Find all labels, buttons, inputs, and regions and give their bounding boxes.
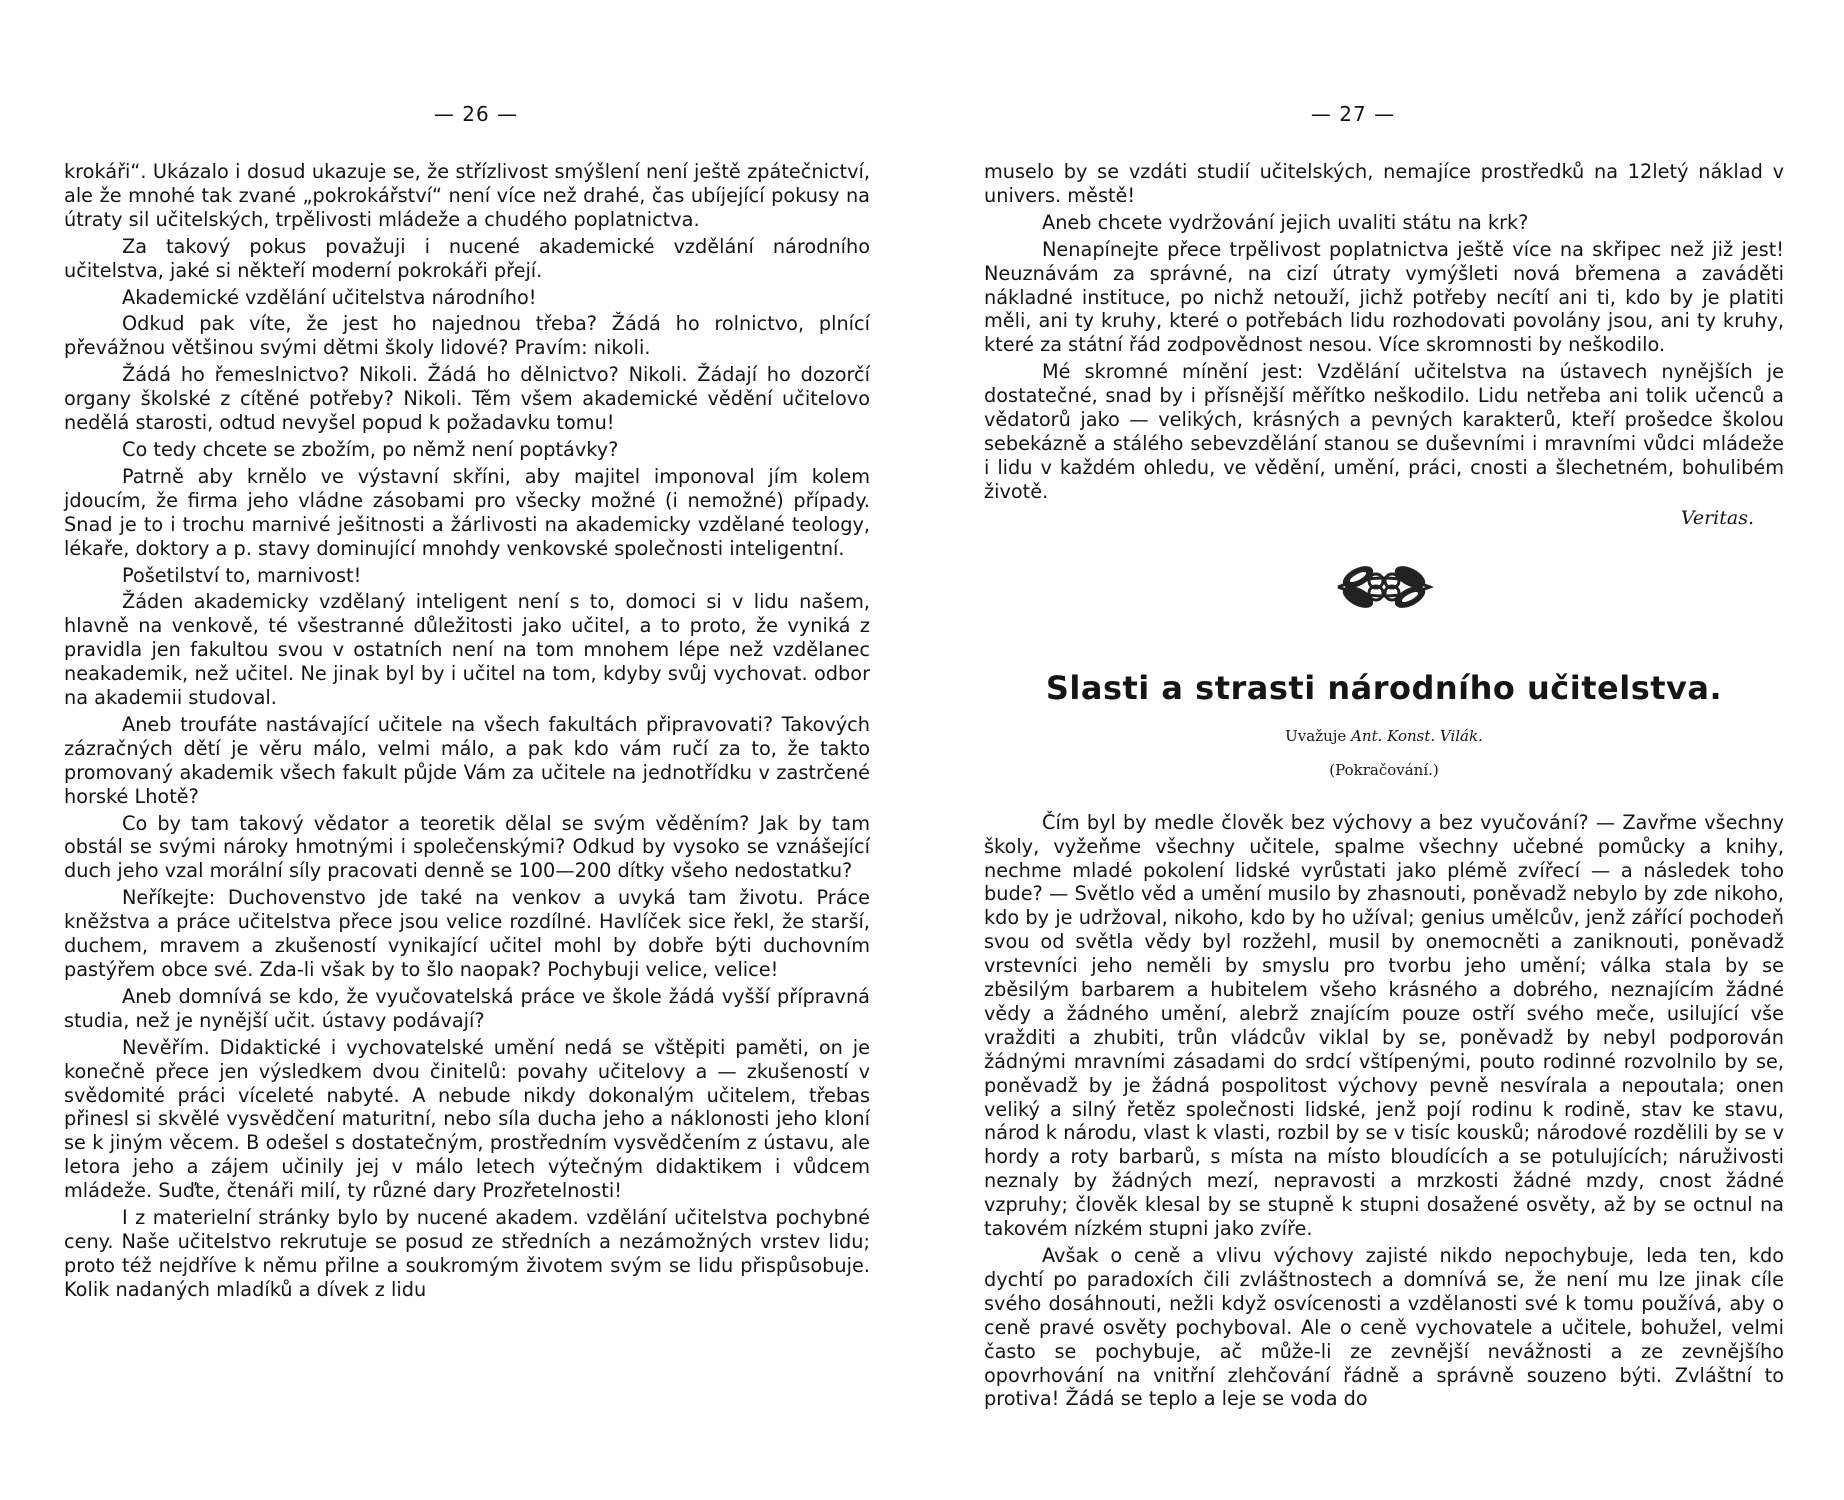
paragraph: Pošetilství to, marnivost! [122, 563, 362, 587]
left-page-text [64, 160, 870, 1305]
paragraph: Aneb troufáte nastávající učitele na všech fakultách připravovati? Takových zázračných dětí je věru málo, velmi málo, a pak kdo vám ručí za to, že takto promovaný akademik všech fakult půjde Vám za učitele na jednotřídku v zastrčené horské Lhotě? [64, 712, 870, 808]
paragraph: Mé skromné mínění jest: Vzdělání učitelstva na ústavech nynějších je dostatečné, snad by i přísnější měřítko neškodilo. Lidu netřeba ani tolik učenců a vědatorů jako — velikých, krásných a pevných karakterů, kteří prošedce školou sebekázně a stálého sebevzdělání stanou se duševními i mravními vůdci mládeže i lidu v každém ohledu, ve vědění, umění, práci, cnosti a šlechetném, bohulibém životě. [984, 360, 1784, 503]
paragraph: Akademické vzdělání učitelstva národního! [122, 285, 537, 309]
right-page [922, 0, 1844, 1500]
previous-article-text [984, 160, 1784, 504]
page-number-right: — 27 — [1310, 102, 1396, 126]
paragraph: muselo by se vzdáti studií učitelských, nemajíce prostředků na 12letý náklad v univers. městě! [984, 160, 1784, 207]
right-page-text [984, 160, 1784, 1414]
paragraph: Co tedy chcete se zbožím, po němž není poptávky? [122, 437, 619, 461]
page-number-left: — 26 — [433, 102, 519, 126]
paragraph: Aneb chcete vydržování jejich uvaliti státu na krk? [1042, 210, 1529, 234]
paragraph: Co by tam takový vědator a teoretik dělal se svým věděním? Jak by tam obstál se svými nároky hmotnými i společenskými? Odkud by vysoko se vznášející duch jeho vzal morální síly pracovati denně se 100—200 dítky všeho nedostatku? [64, 811, 870, 883]
paragraph: Žádá ho řemeslnictvo? Nikoli. Žádá ho dělnictvo? Nikoli. Žádají ho dozorčí organy školské z cítěné potřeby? Nikoli. Těm všem akademické vědění učitelovo nedělá starosti, odtud nevyšel popud k požadavku tomu! [64, 363, 870, 435]
byline-author: Ant. Konst. Vilák. [1351, 726, 1483, 745]
paragraph: Neříkejte: Duchovenstvo jde také na venkov a uvyká tam životu. Práce kněžstva a práce učitelstva přece jsou velice rozdílné. Havlíček sice řekl, že starší, duchem, mravem a zkušeností vynikající učitel mohl by dobře býti duchovním pastýřem obce své. Zda-li však by to šlo naopak? Pochybuji velice, velice! [64, 886, 870, 981]
paragraph: Nenapínejte přece trpělivost poplatnictva ještě více na skřipec než již jest! Neuznávám za správné, na cizí útraty vymýšleti nová břemena a zaváděti nákladné instituce, po nichž netouží, jichž potřeby necítí ani ti, kdo by je platiti měli, ani ty kruhy, které o potřebách lidu rozhodovati povolány jsou, ani ty kruhy, které za státní řád zodpovědnost nesou. Více skromnosti by neškodilo. [984, 237, 1784, 357]
paragraph: Odkud pak víte, že jest ho najednou třeba? Žádá ho rolnictvo, plnící převážnou většinou svými dětmi školy lidové? Pravím: nikoli. [64, 312, 870, 360]
signature: Veritas. [1680, 506, 1754, 529]
paragraph: Nevěřím. Didaktické i vychovatelské umění nedá se vštěpiti paměti, on je konečně přece jen výsledkem dvou činitelů: povahy učitelovy a — zkušeností v svědomité práci víceleté nabyté. A nebude nikdy dokonalým učitelem, třebas přinesl si skvělé vysvědčení maturitní, nebo síla ducha jeho a náklonosti jeho kloní se k jiným věcem. B odešel s dostatečným, prostředním vysvědčením z ústavu, ale letora jeho a zájem učinily jej v málo letech výtečným didaktikem i vůdcem mládeže. Suďte, čtenáři milí, ty různé dary Prozřetelnosti! [64, 1035, 870, 1203]
paragraph: I z materielní stránky bylo by nucené akadem. vzdělání učitelstva pochybné ceny. Naše učitelstvo rekrutuje se posud ze středních a nezámožných vrstev lidu; proto též nejdříve k němu přilne a soukromým životem svým se lidu přispůsobuje. Kolik nadaných mladíků a dívek z lidu [64, 1206, 870, 1301]
paragraph: Žáden akademicky vzdělaný inteligent není s to, domoci si v lidu našem, hlavně na venkově, té všestranné důležitosti jako učitel, a to proto, že vyniká z pravidla jen fakultou svou v ostatních není na tom mnohem lépe než vzdělanec neakademik, než učitel. Ne jinak byl by i učitel na tom, kdyby svůj vychovat. odbor na akademii studoval. [64, 590, 870, 710]
continued-note: (Pokračování.) [1329, 760, 1439, 779]
article-body [984, 811, 1784, 1412]
leaf-vine-ornament-icon [984, 559, 1784, 619]
paragraph: krokáři“. Ukázalo i dosud ukazuje se, že střízlivost smýšlení není ještě zpátečnictví, ale že mnohé tak zvané „pokrokářství“ není více než drahé, čas ubíjející pokusy na útraty sil učitelských, trpělivosti mládeže a chudého poplatnictva. [64, 160, 870, 231]
paragraph: Patrně aby krnělo ve výstavní skříni, aby majitel imponoval jím kolem jdoucím, že firma jeho vládne zásobami pro všecky možné (i nemožné) případy. Snad je to i trochu marnivé ješitnosti a žárlivosti na akademicky vzdělané teology, lékaře, doktory a p. stavy dominující mnohdy venkovské společnosti inteligentní. [64, 464, 870, 560]
paragraph: Čím byl by medle člověk bez výchovy a bez vyučování? — Zavřme všechny školy, vyžeňme všechny učitele, spalme všechny učebné pomůcky a knihy, nechme mladé pokolení lidské vyrůstati jako plémě zvířecí — a následek toho bude? — Světlo věd a umění musilo by zhasnouti, poněvadž nebylo by zde nikoho, kdo by je udržoval, nikoho, kdo by ho užíval; genius umělcův, jenž zářící pochodeň svou od světla vědy byl rozžehl, musil by onemocněti a zaniknouti, poněvadž vrstevníci jeho neměli by smyslu pro tvorbu jeho umění; válka stala by se zběsilým barbarem a hubitelem všeho krásného a dobrého, neznajícím žádné vědy a žádného umění, alebrž znajícím pouze ostří svého meče, usilující vše vražditi a zhubiti, trůn vládcův viklal by se, poněvadž by nebyl podporován žádnými mravními zásadami do srdcí vštípenými, pouto rodinné rozvolnilo by se, poněvadž by je žádná pospolitost výchovy pevně nesvírala a nepoutala; onen veliký a silný řetěz společnosti lidské, jenž pojí rodinu k rodině, stav ke stavu, národ k národu, vlast k vlasti, rozbil by se v tisíc kousků; národové rozdělili by se v hordy a roty barbarů, s místa na místo bloudících a se potulujících; náruživosti neznaly by žádných mezí, nepravosti a mrzkosti žádné mzdy, cnost žádné vzpruhy; člověk klesal by se stupně k stupni dosažené osvěty, až by se octnul na takovém nízkém stupni jako zvíře. [984, 810, 1784, 1241]
paragraph: Avšak o ceně a vlivu výchovy zajisté nikdo nepochybuje, leda ten, kdo dychtí po paradoxích čili zvláštnostech a domnívá se, že není mu lze jinak cíle svého dosáhnouti, nežli když osvícenosti a vzdělanosti své k tomu používá, aby o ceně pravé osvěty pochyboval. Ale o ceně vychovatele a učitele, bohužel, velmi často se pochybuje, ač může-li ze zevnější nevážnosti a ze zevnějšího opovrhování na vnitřní zlehčování řádně a správně souzeno býti. Zvláštní to protiva! Žádá se teplo a leje se voda do [984, 1244, 1784, 1411]
article-byline [984, 727, 1784, 745]
paragraph: Aneb domnívá se kdo, že vyučovatelská práce ve škole žádá vyšší přípravná studia, než je nynější učit. ústavy podávají? [64, 984, 870, 1032]
paragraph: Za takový pokus považuji i nucené akademické vzdělání národního učitelstva, jaké si někteří moderní pokrokáři přejí. [64, 234, 870, 282]
byline-prefix: Uvažuje [1285, 726, 1347, 745]
article-title: Slasti a strasti národního učitelstva. [1045, 668, 1723, 707]
